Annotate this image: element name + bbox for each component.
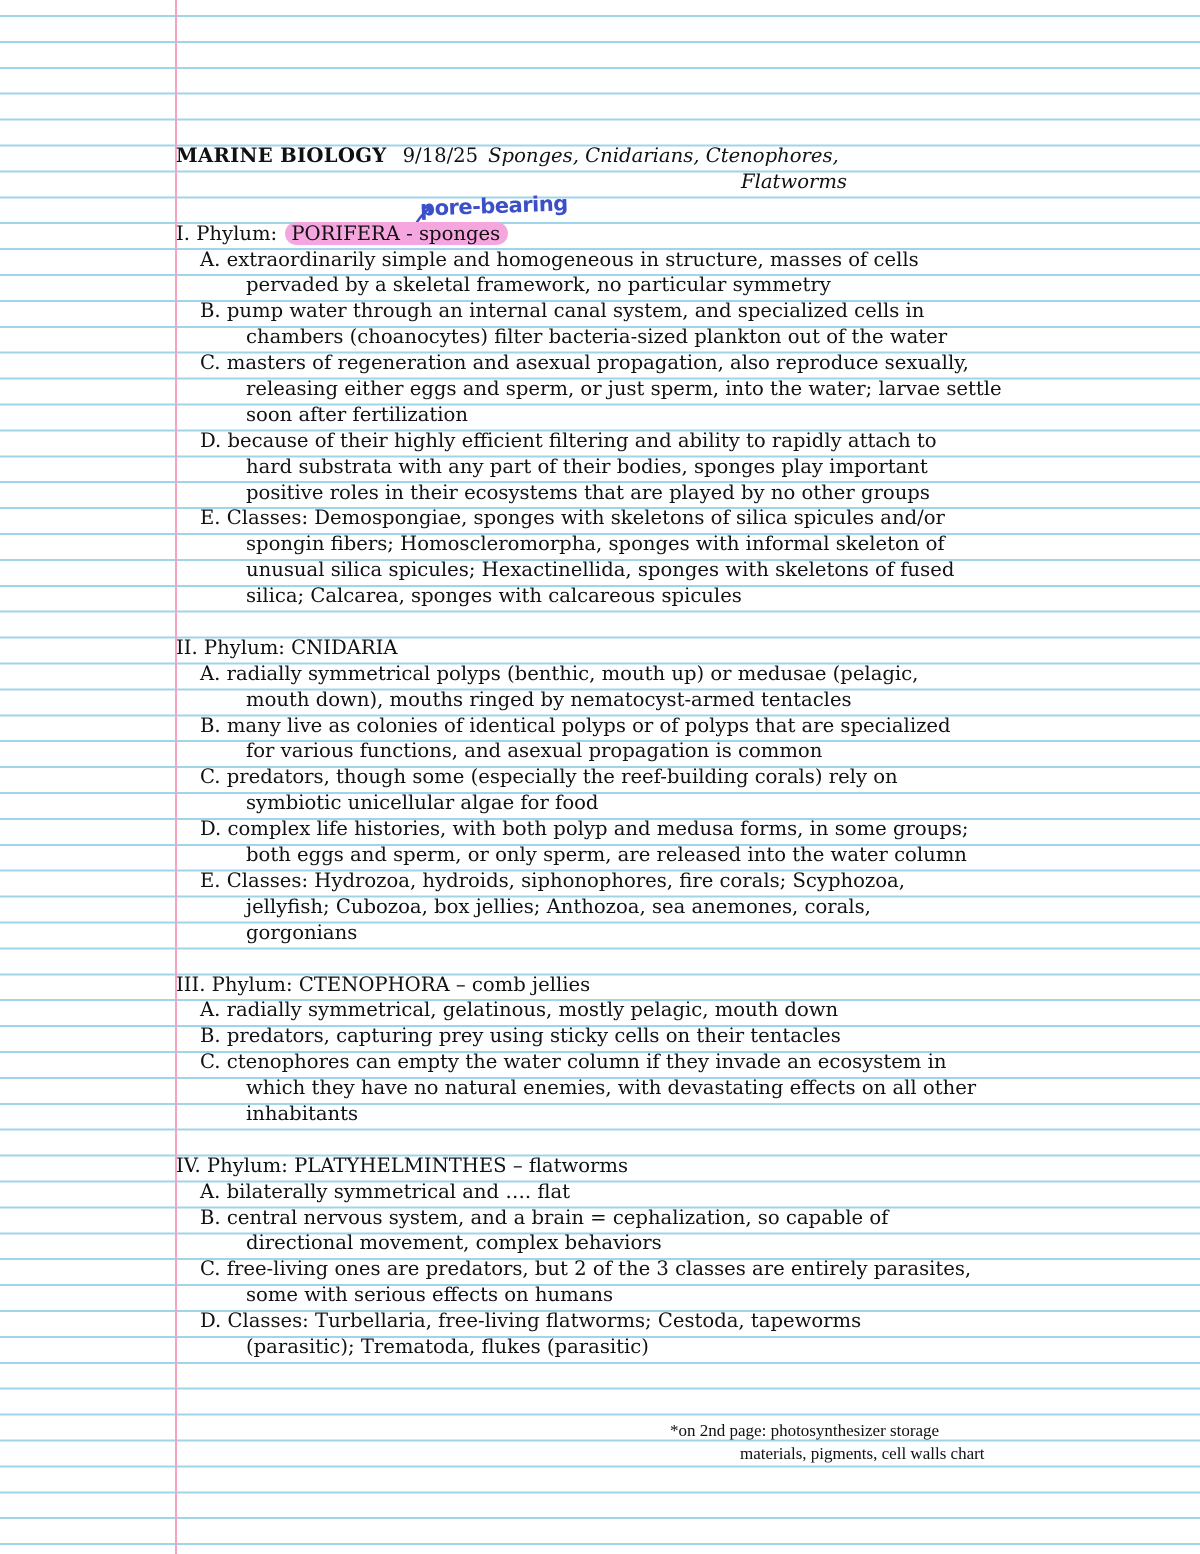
list-item: B. predators, capturing prey using sticky cells on their tentacles [200,1024,841,1048]
list-item: D. because of their highly efficient filtering and ability to rapidly attach to [200,428,937,452]
list-item-continued: chambers (choanocytes) filter bacteria-sized plankton out of the water [246,325,948,349]
list-item-continued: silica; Calcarea, sponges with calcareous spicules [246,584,742,608]
list-item-continued: soon after fertilization [246,402,468,426]
footnote [670,1419,1050,1465]
list-item: E. Classes: Demospongiae, sponges with skeletons of silica spicules and/or [200,506,945,530]
spacer [176,946,1056,972]
highlighted-phylum: PORIFERA - sponges [285,222,508,245]
section-heading-platyhelminthes: IV. Phylum: PLATYHELMINTHES – flatworms [176,1153,629,1177]
list-item-continued: releasing either eggs and sperm, or just sperm, into the water; larvae settle [246,377,1002,401]
list-item: B. pump water through an internal canal system, and specialized cells in [200,299,925,323]
list-item-continued: hard substrata with any part of their bodies, sponges play important [246,454,928,478]
handwritten-annotation: pore-bearing [419,191,569,221]
list-item: A. radially symmetrical polyps (benthic, mouth up) or medusae (pelagic, [200,661,919,685]
list-item: C. predators, though some (especially the reef-building corals) rely on [200,765,898,789]
list-item: E. Classes: Hydrozoa, hydroids, siphonophores, fire corals; Scyphozoa, [200,868,905,892]
list-item-continued: directional movement, complex behaviors [246,1231,662,1255]
section-heading-cnidaria: II. Phylum: CNIDARIA [176,635,398,659]
lecture-topic: Sponges, Cnidarians, Ctenophores, [488,144,839,167]
footnote-line: materials, pigments, cell walls chart [740,1444,985,1463]
list-item: D. complex life histories, with both polyp and medusa forms, in some groups; [200,817,969,841]
list-item-continued: gorgonians [246,920,358,944]
lecture-date: 9/18/25 [402,144,479,167]
list-item-continued: unusual silica spicules; Hexactinellida, sponges with skeletons of fused [246,558,955,582]
notes-page [176,143,1056,1360]
title-line [176,143,1056,169]
footnote-line: *on 2nd page: photosynthesizer storage [670,1421,940,1440]
list-item: D. Classes: Turbellaria, free-living flatworms; Cestoda, tapeworms [200,1309,862,1333]
list-item-continued: spongin fibers; Homoscleromorpha, sponges with informal skeleton of [246,532,945,556]
lecture-topic-continued: Flatworms [741,169,847,193]
spacer [176,1127,1056,1153]
list-item-continued: both eggs and sperm, or only sperm, are released into the water column [246,843,967,867]
list-item-continued: positive roles in their ecosystems that are played by no other groups [246,480,930,504]
list-item-continued: (parasitic); Trematoda, flukes (parasitic) [246,1334,649,1358]
list-item-continued: which they have no natural enemies, with devastating effects on all other [246,1076,977,1100]
list-item-continued: jellyfish; Cubozoa, box jellies; Anthozoa, sea anemones, corals, [246,894,871,918]
list-item: A. bilaterally symmetrical and …. flat [200,1179,570,1203]
list-item: A. radially symmetrical, gelatinous, mostly pelagic, mouth down [200,998,839,1022]
list-item: A. extraordinarily simple and homogeneous in structure, masses of cells [200,247,919,271]
list-item: B. many live as colonies of identical polyps or of polyps that are specialized [200,713,951,737]
heading-prefix: I. Phylum: [176,221,284,245]
list-item-continued: inhabitants [246,1101,359,1125]
spacer [176,195,1056,221]
list-item-continued: symbiotic unicellular algae for food [246,791,599,815]
list-item-continued: pervaded by a skeletal framework, no particular symmetry [246,273,831,297]
section-heading-porifera [176,221,1056,247]
course-title: MARINE BIOLOGY [176,144,387,167]
list-item-continued: some with serious effects on humans [246,1283,614,1307]
list-item-continued: for various functions, and asexual propagation is common [246,739,823,763]
list-item-continued: mouth down), mouths ringed by nematocyst-armed tentacles [246,687,852,711]
section-heading-ctenophora: III. Phylum: CTENOPHORA – comb jellies [176,972,591,996]
spacer [176,609,1056,635]
list-item: B. central nervous system, and a brain = cephalization, so capable of [200,1205,889,1229]
list-item: C. free-living ones are predators, but 2 of the 3 classes are entirely parasites, [200,1257,972,1281]
list-item: C. ctenophores can empty the water column if they invade an ecosystem in [200,1050,947,1074]
list-item: C. masters of regeneration and asexual propagation, also reproduce sexually, [200,351,969,375]
